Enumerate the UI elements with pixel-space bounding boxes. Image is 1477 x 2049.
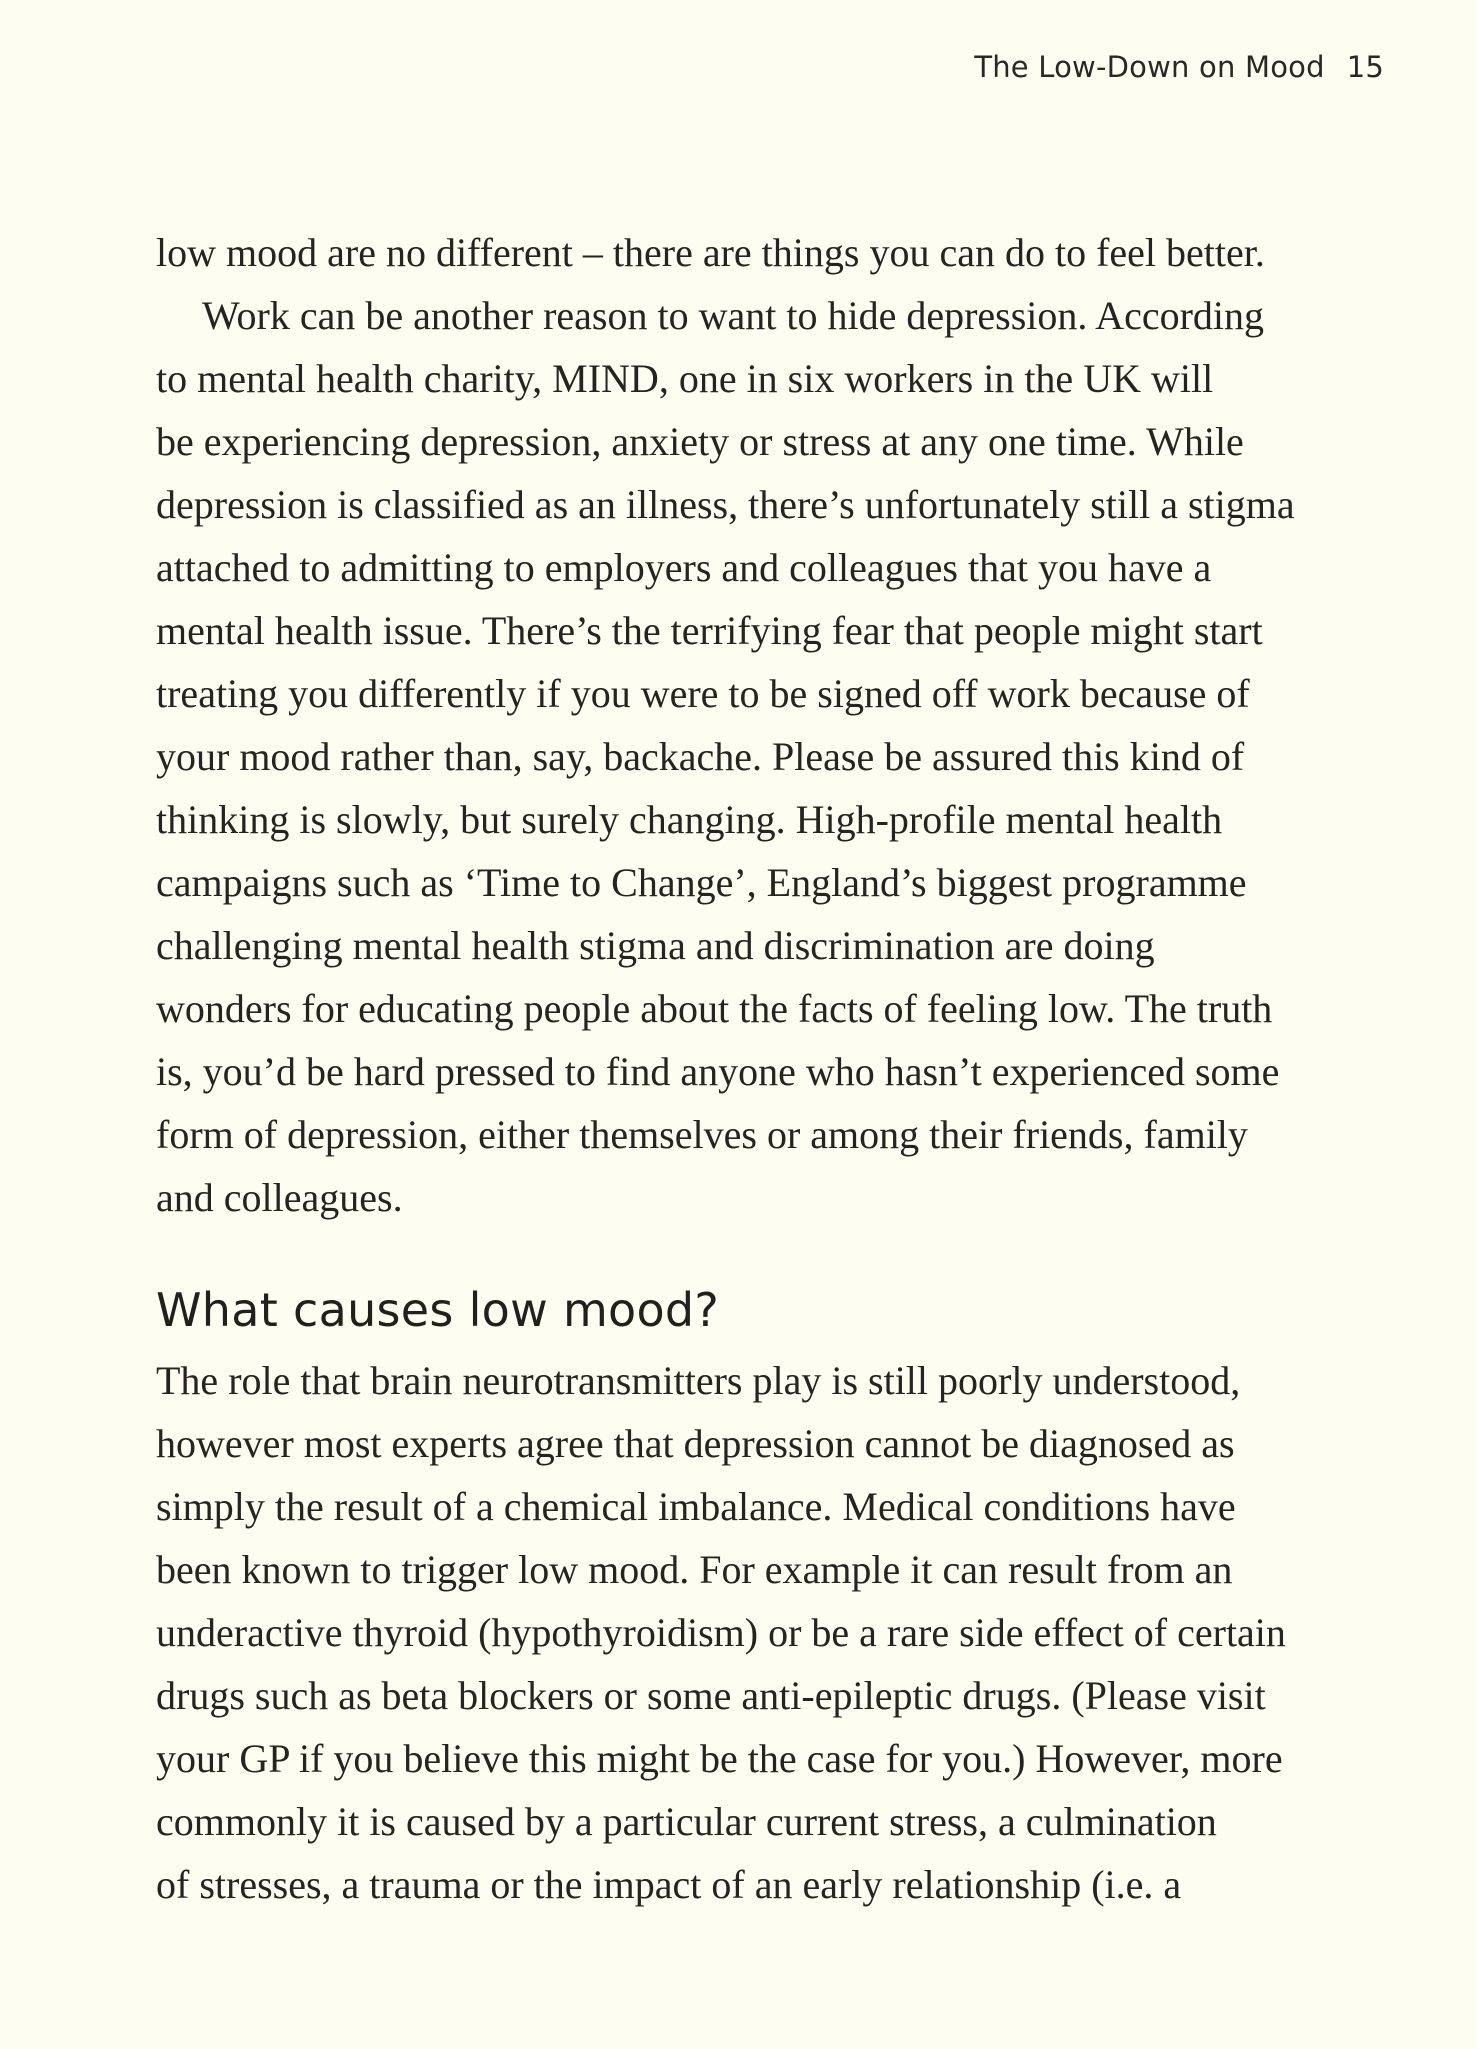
- body-line: form of depression, either themselves or among their friends, family: [156, 1112, 1248, 1157]
- body-line: attached to admitting to employers and colleagues that you have a: [156, 545, 1212, 590]
- body-line: The role that brain neurotransmitters play is still poorly understood,: [156, 1358, 1241, 1403]
- body-line: depression is classified as an illness, there’s unfortunately still a stigma: [156, 482, 1295, 527]
- body-line: commonly it is caused by a particular current stress, a culmination: [156, 1799, 1217, 1844]
- body-line: be experiencing depression, anxiety or stress at any one time. While: [156, 419, 1244, 464]
- body-line: campaigns such as ‘Time to Change’, England’s biggest programme: [156, 860, 1247, 905]
- body-line: to mental health charity, MIND, one in six workers in the UK will: [156, 356, 1214, 401]
- body-line: drugs such as beta blockers or some anti-epileptic drugs. (Please visit: [156, 1673, 1266, 1718]
- body-line: wonders for educating people about the facts of feeling low. The truth: [156, 986, 1273, 1031]
- body-line: your GP if you believe this might be the case for you.) However, more: [156, 1736, 1283, 1781]
- body-line: been known to trigger low mood. For example it can result from an: [156, 1547, 1233, 1592]
- body-line: and colleagues.: [156, 1175, 403, 1220]
- body-line: underactive thyroid (hypothyroidism) or be a rare side effect of certain: [156, 1610, 1286, 1655]
- running-header: [974, 50, 1384, 84]
- body-line: simply the result of a chemical imbalance. Medical conditions have: [156, 1484, 1236, 1529]
- running-title: The Low-Down on Mood: [974, 50, 1325, 84]
- body-line: is, you’d be hard pressed to find anyone who hasn’t experienced some: [156, 1049, 1280, 1094]
- body-line: Work can be another reason to want to hide depression. According: [202, 293, 1265, 338]
- body-line: mental health issue. There’s the terrifying fear that people might start: [156, 608, 1263, 653]
- body-line: low mood are no different – there are things you can do to feel better.: [156, 230, 1265, 275]
- body-line: thinking is slowly, but surely changing. High-profile mental health: [156, 797, 1223, 842]
- body-line: your mood rather than, say, backache. Please be assured this kind of: [156, 734, 1245, 779]
- section-heading: What causes low mood?: [156, 1283, 720, 1337]
- body-line: challenging mental health stigma and discrimination are doing: [156, 923, 1155, 968]
- body-line: of stresses, a trauma or the impact of an early relationship (i.e. a: [156, 1862, 1182, 1907]
- body-line: however most experts agree that depression cannot be diagnosed as: [156, 1421, 1235, 1466]
- page-number: 15: [1346, 50, 1384, 84]
- body-line: treating you differently if you were to be signed off work because of: [156, 671, 1250, 716]
